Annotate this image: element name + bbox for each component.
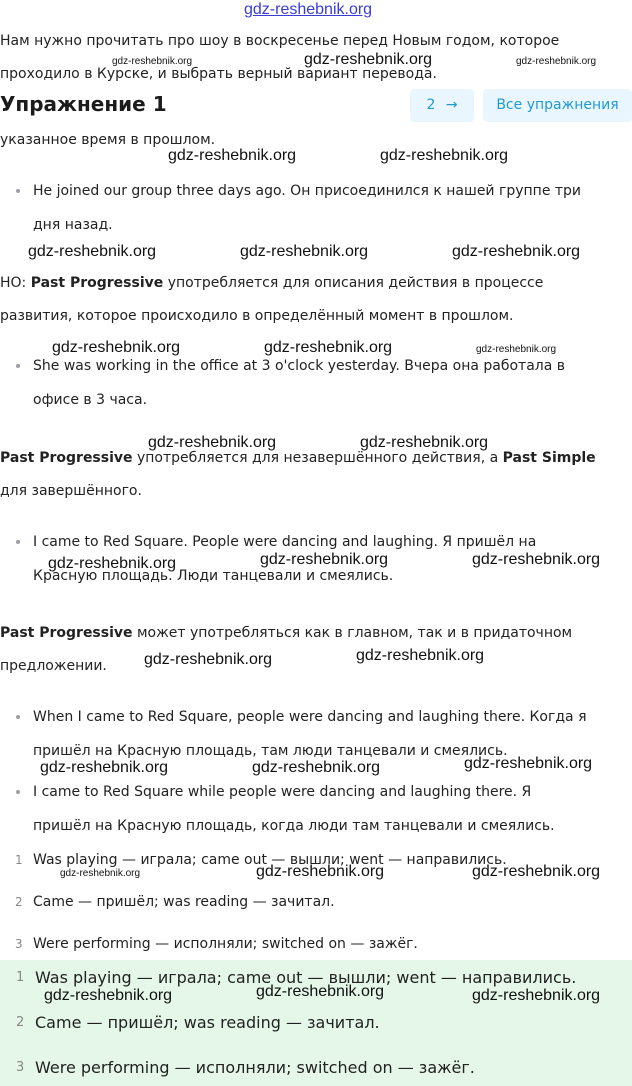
watermark: gdz-reshebnik.org [472, 987, 601, 1004]
watermark: gdz-reshebnik.org [168, 147, 297, 164]
all-exercises-button[interactable]: Все упражнения [483, 89, 632, 122]
watermark: gdz-reshebnik.org [48, 555, 177, 572]
list-item: She was working in the office at 3 o'clock yesterday. Вчера она работала в офисе в 3 часа. [16, 349, 626, 417]
watermark: gdz-reshebnik.org [476, 344, 557, 355]
watermark: gdz-reshebnik.org [516, 56, 597, 67]
watermark: gdz-reshebnik.org [60, 868, 141, 879]
watermark: gdz-reshebnik.org [260, 551, 389, 568]
watermark: gdz-reshebnik.org [52, 339, 181, 356]
watermark: gdz-reshebnik.org [252, 759, 381, 776]
theory-paragraph-3-line-2: для завершённого. [0, 483, 142, 499]
watermark: gdz-reshebnik.org [452, 243, 581, 260]
watermark: gdz-reshebnik.org [112, 56, 193, 67]
watermark: gdz-reshebnik.org [44, 987, 173, 1004]
next-exercise-label: 2 [426, 97, 436, 113]
top-watermark-link[interactable]: gdz-reshebnik.org [244, 1, 373, 18]
list-item: When I came to Red Square, people were dancing and laughing there. Когда я пришёл на Красную площадь, там люди танцевали и смеялись. [16, 700, 626, 768]
exercise-title: Упражнение 1 [0, 92, 167, 116]
watermark: gdz-reshebnik.org [40, 759, 169, 776]
watermark: gdz-reshebnik.org [380, 147, 509, 164]
theory-paragraph-2: НО: Past Progressive употребляется для описания действия в процессе [0, 275, 544, 291]
watermark: gdz-reshebnik.org [256, 863, 385, 880]
watermark: gdz-reshebnik.org [144, 651, 273, 668]
list-item: I came to Red Square. People were dancing and laughing. Я пришёл на Красную площадь. Люди танцевали и смеялись. [16, 525, 626, 593]
bullet-icon [16, 540, 20, 544]
watermark: gdz-reshebnik.org [472, 551, 601, 568]
watermark: gdz-reshebnik.org [256, 983, 385, 1000]
watermark: gdz-reshebnik.org [356, 647, 485, 664]
bullet-icon [16, 189, 20, 193]
bullet-icon [16, 790, 20, 794]
intro-line-2: проходило в Курске, и выбрать верный вариант перевода. [0, 66, 437, 82]
watermark: gdz-reshebnik.org [464, 755, 593, 772]
theory-paragraph-3: Past Progressive употребляется для незавершённого действия, а Past Simple [0, 450, 596, 466]
bullet-icon [16, 715, 20, 719]
intro-line-1: Нам нужно прочитать про шоу в воскресенье перед Новым годом, которое [0, 33, 560, 49]
next-exercise-button[interactable] [410, 89, 474, 122]
watermark: gdz-reshebnik.org [264, 339, 393, 356]
watermark: gdz-reshebnik.org [28, 243, 157, 260]
arrow-right-icon: → [445, 97, 458, 113]
watermark: gdz-reshebnik.org [472, 863, 601, 880]
watermark: gdz-reshebnik.org [304, 51, 433, 68]
watermark: gdz-reshebnik.org [148, 434, 277, 451]
theory-paragraph-2-line-2: развития, которое происходило в определённый момент в прошлом. [0, 308, 514, 324]
watermark: gdz-reshebnik.org [240, 243, 369, 260]
watermark: gdz-reshebnik.org [360, 434, 489, 451]
list-item: I came to Red Square while people were dancing and laughing there. Я пришёл на Красную площадь, когда люди там танцевали и смеялись. [16, 775, 626, 843]
theory-line-past: указанное время в прошлом. [0, 132, 216, 148]
bullet-icon [16, 364, 20, 368]
theory-paragraph-4: Past Progressive может употребляться как в главном, так и в придаточном [0, 625, 573, 641]
theory-paragraph-4-line-2: предложении. [0, 658, 107, 674]
list-item: He joined our group three days ago. Он присоединился к нашей группе три дня назад. [16, 174, 626, 242]
